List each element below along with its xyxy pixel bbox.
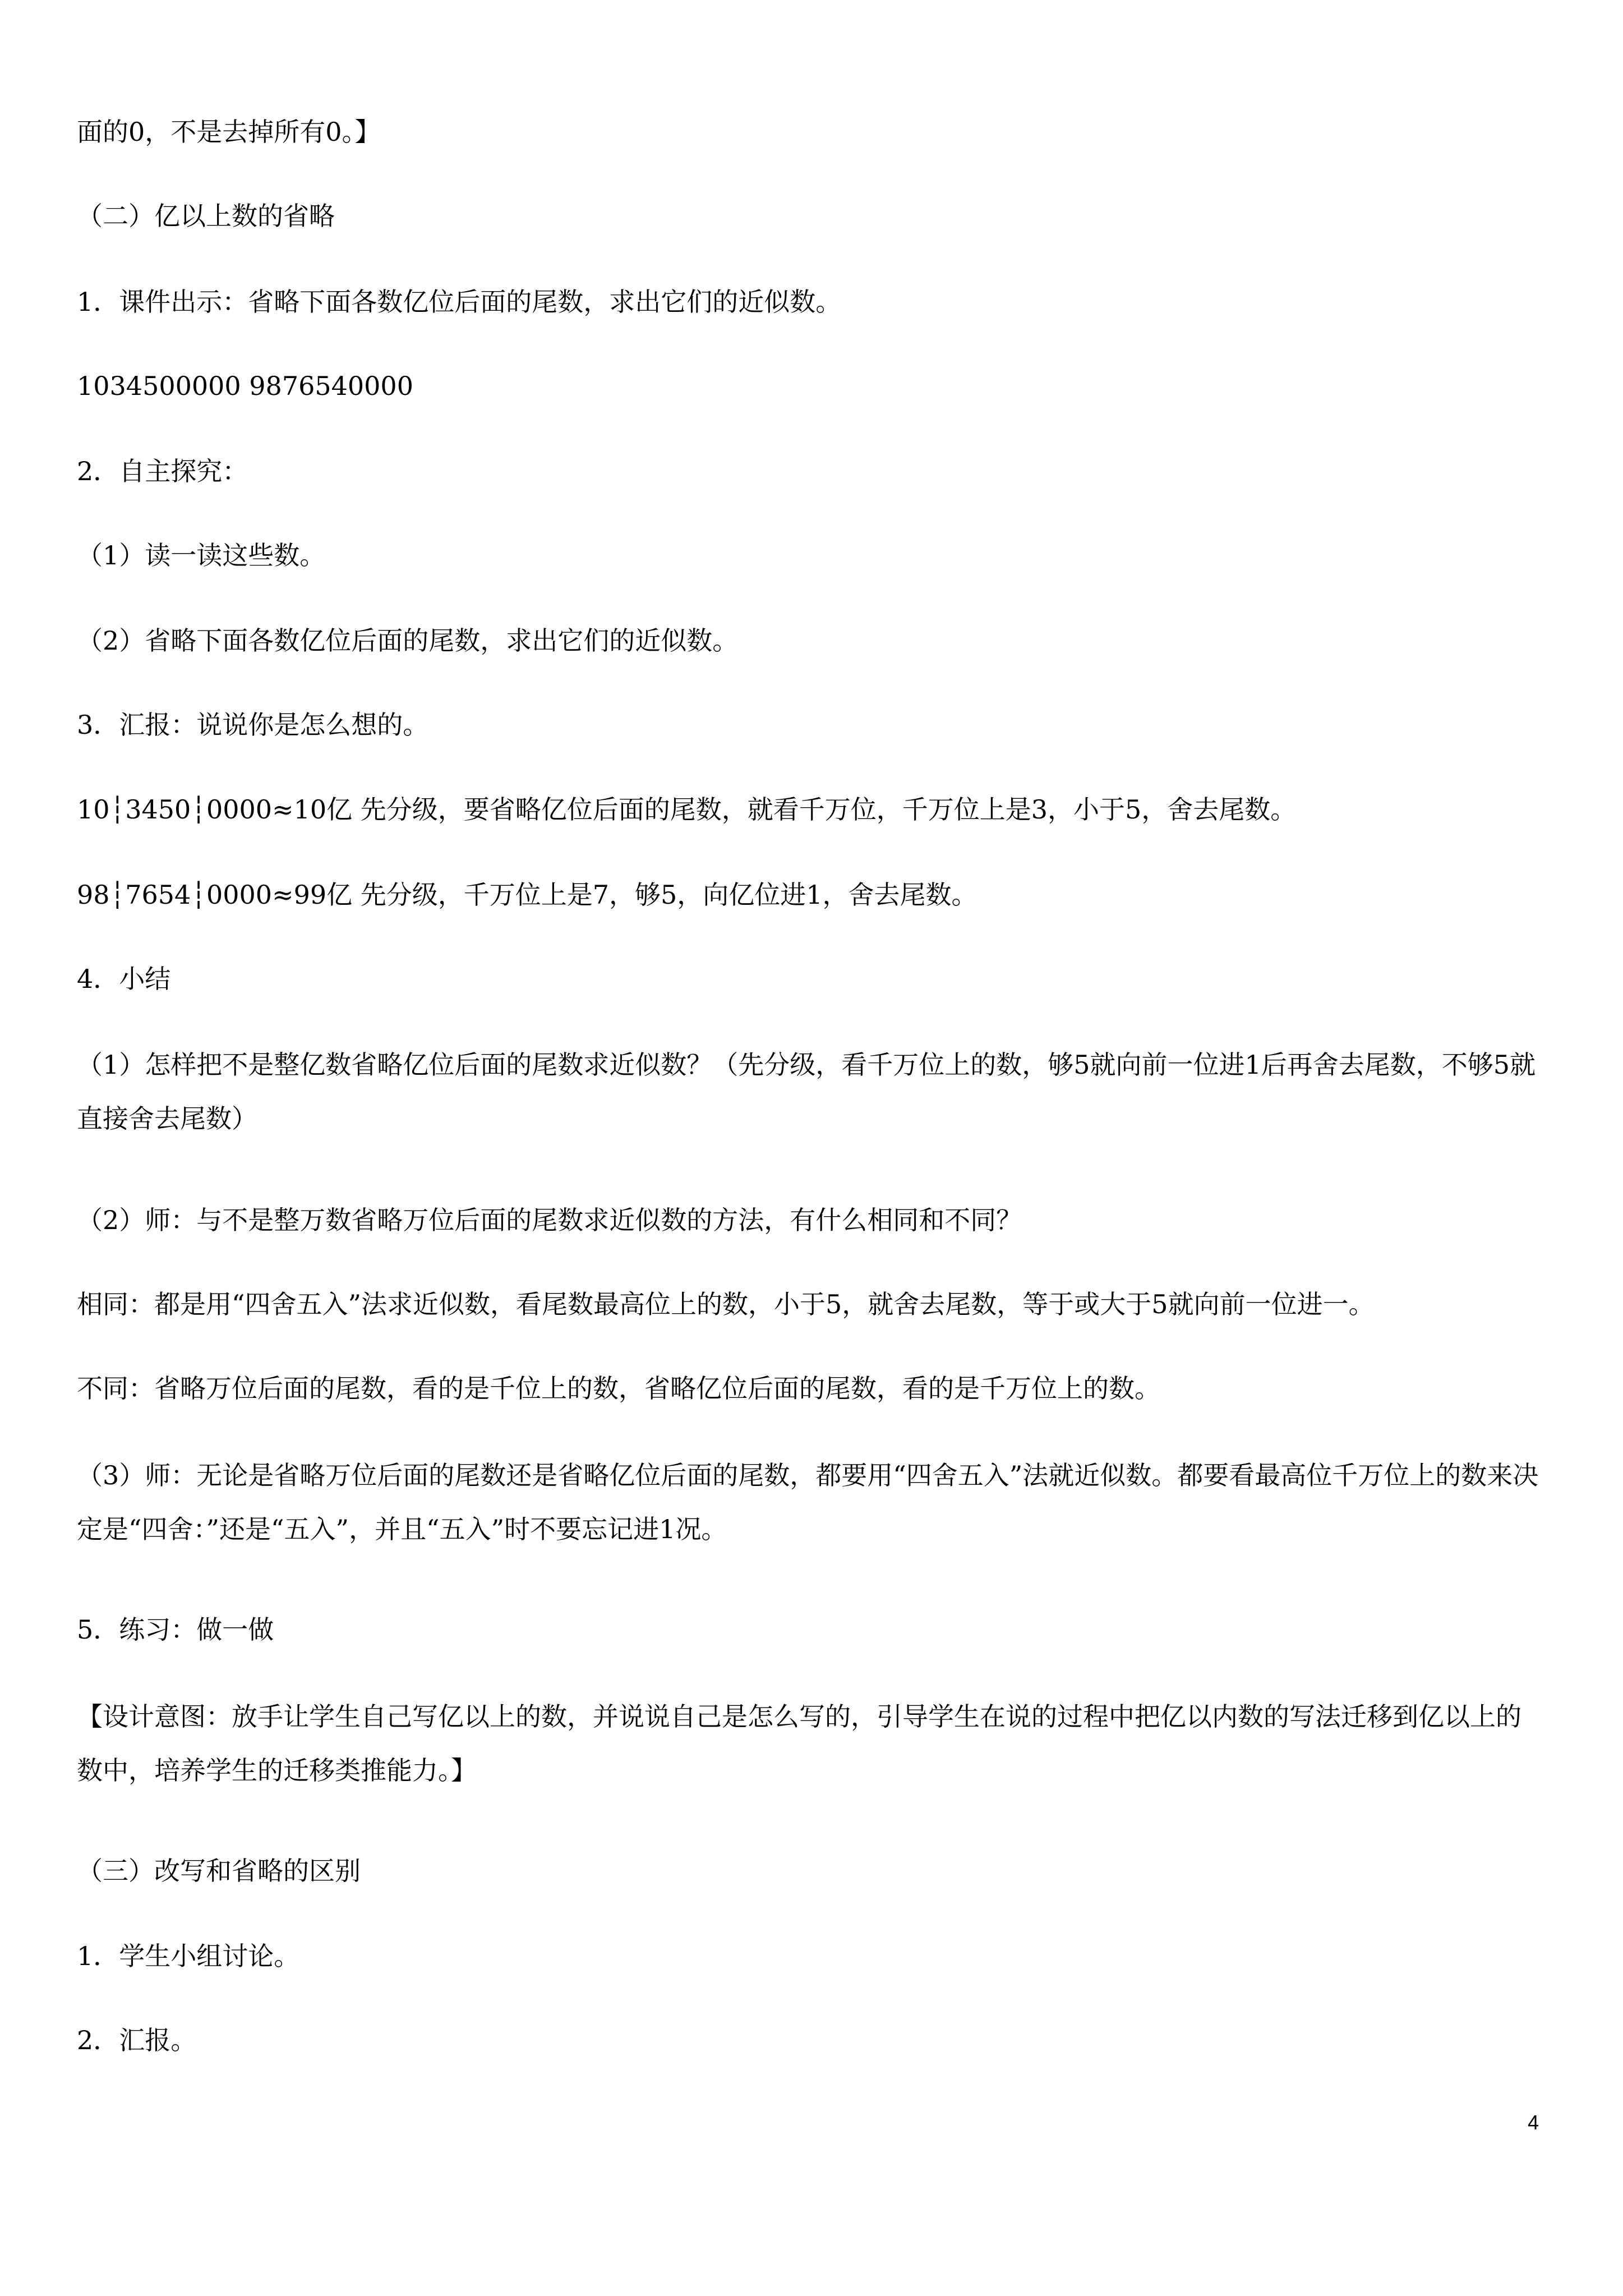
summary-item-3: （3）师：无论是省略万位后面的尾数还是省略亿位后面的尾数，都要用“四舍五入”法就近似数。都要看最高位千万位上的数来决定是“四舍：”还是“五入”，并且“五入”时不要忘记进1况。 (77, 1460, 1539, 1544)
step-5-practice: 5．练习：做一做 (77, 1614, 274, 1645)
step-2-report: 2．汇报。 (77, 2025, 197, 2055)
step-2-explore: 2．自主探究： (77, 456, 248, 486)
example-1-explanation: 10┆3450┆0000≈10亿 先分级，要省略亿位后面的尾数，就看千万位，千万位上是3，小于5，舍去尾数。 (77, 794, 1297, 825)
step-4-summary: 4．小结 (77, 964, 171, 994)
example-numbers: 1034500000 9876540000 (77, 371, 413, 401)
step-3-report: 3．汇报：说说你是怎么想的。 (77, 710, 429, 740)
summary-item-2: （2）师：与不是整万数省略万位后面的尾数求近似数的方法，有什么相同和不同？ (77, 1205, 1022, 1235)
step-1-group-discussion: 1．学生小组讨论。 (77, 1941, 300, 1971)
summary-item-1: （1）怎样把不是整亿数省略亿位后面的尾数求近似数？（先分级，看千万位上的数，够5就向前一位进1后再舍去尾数，不够5就直接舍去尾数） (77, 1050, 1536, 1134)
step-1-courseware: 1．课件出示：省略下面各数亿位后面的尾数，求出它们的近似数。 (77, 287, 842, 317)
explore-item-1: （1）读一读这些数。 (77, 540, 326, 570)
explore-item-2: （2）省略下面各数亿位后面的尾数，求出它们的近似数。 (77, 625, 739, 656)
design-intent: 【设计意图：放手让学生自己写亿以上的数，并说说自己是怎么写的，引导学生在说的过程中把亿以内数的写法迁移到亿以上的数中，培养学生的迁移类推能力。】 (77, 1701, 1521, 1786)
section-heading-3: （三）改写和省略的区别 (77, 1856, 361, 1886)
similarity-text: 相同：都是用“四舍五入”法求近似数，看尾数最高位上的数，小于5，就舍去尾数，等于或大于5就向前一位进一。 (77, 1289, 1375, 1319)
difference-text: 不同：省略万位后面的尾数，看的是千位上的数，省略亿位后面的尾数，看的是千万位上的数。 (77, 1373, 1160, 1404)
example-2-explanation: 98┆7654┆0000≈99亿 先分级，千万位上是7，够5，向亿位进1，舍去尾数。 (77, 880, 978, 910)
section-heading-2: （二）亿以上数的省略 (77, 201, 335, 231)
paragraph-continuation: 面的0，不是去掉所有0。】 (77, 117, 381, 147)
page-number: 4 (1528, 2111, 1539, 2134)
